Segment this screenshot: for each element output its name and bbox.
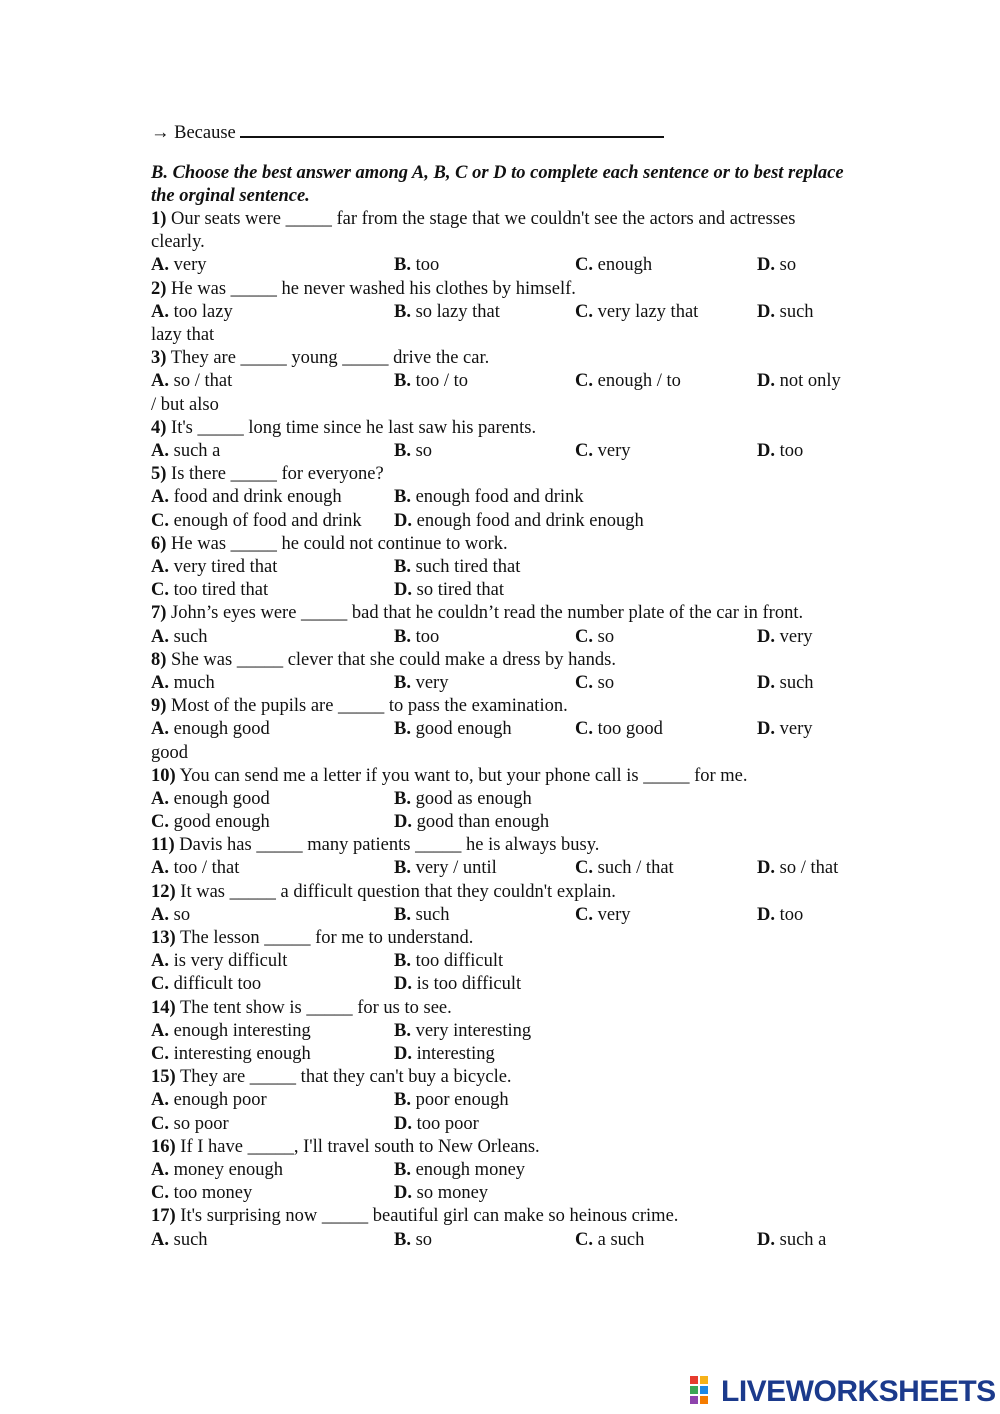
question-stem (151, 417, 851, 440)
option-letter: D. (394, 1183, 412, 1204)
option-text: such a (775, 1229, 827, 1250)
question-stem (151, 881, 851, 904)
option-text: too / to (410, 371, 469, 392)
option-text: very (593, 440, 631, 461)
answer-option[interactable] (757, 672, 814, 695)
because-line (151, 118, 851, 148)
answer-option[interactable] (394, 1089, 509, 1112)
option-text: good as enough (410, 788, 532, 809)
question-text: She was _____ clever that she could make a dress by hands. (166, 649, 616, 670)
option-letter: B. (394, 719, 411, 740)
question-number: 16) (151, 1136, 176, 1157)
option-letter: D. (394, 812, 412, 833)
question-stem (151, 602, 851, 625)
option-letter: D. (757, 440, 775, 461)
answer-option[interactable] (757, 301, 814, 324)
worksheet-page (151, 118, 851, 1252)
question-number: 12) (151, 881, 176, 902)
answer-option[interactable] (575, 254, 652, 277)
option-text: enough (593, 255, 653, 276)
option-letter: A. (151, 1229, 169, 1250)
answer-option[interactable] (575, 904, 631, 927)
option-text: enough good (169, 719, 270, 740)
option-letter: B. (394, 371, 411, 392)
option-letter: C. (575, 440, 593, 461)
question-text: It was _____ a difficult question that they couldn't explain. (175, 881, 616, 902)
answer-option[interactable] (394, 1229, 432, 1252)
option-text: too (410, 626, 440, 647)
answer-option[interactable] (151, 1182, 252, 1205)
option-text: good enough (169, 812, 270, 833)
option-letter: B. (394, 556, 411, 577)
answer-option[interactable] (394, 556, 520, 579)
liveworksheets-logo (690, 1372, 996, 1412)
question-stem (151, 997, 851, 1020)
answer-option[interactable] (151, 1159, 283, 1182)
question-number: 14) (151, 997, 176, 1018)
option-text: enough good (169, 788, 270, 809)
option-letter: D. (757, 1229, 775, 1250)
option-text: such / that (593, 858, 674, 879)
option-letter: D. (757, 858, 775, 879)
question-text: Most of the pupils are _____ to pass the examination. (166, 696, 568, 717)
question-stem (151, 347, 851, 370)
question-number: 8) (151, 649, 167, 670)
question-text: Our seats were _____ far from the stage that we couldn't see the actors and actresses clearly. (151, 209, 796, 253)
option-text: so lazy that (410, 301, 500, 322)
option-letter: C. (575, 255, 593, 276)
option-letter: B. (394, 904, 411, 925)
answer-option[interactable] (757, 440, 803, 463)
answer-option[interactable] (151, 950, 287, 973)
option-text: too tired that (169, 580, 269, 601)
option-letter: B. (394, 1160, 411, 1180)
options-row (151, 811, 851, 834)
option-letter: D. (757, 672, 775, 693)
options-row (151, 718, 851, 741)
options-row (151, 1229, 851, 1252)
option-text: very interesting (410, 1020, 532, 1041)
option-text: enough money (410, 1160, 526, 1180)
question-stem (151, 765, 851, 788)
option-letter: B. (394, 1020, 411, 1041)
question-text: Davis has _____ many patients _____ he is always busy. (174, 835, 600, 856)
option-letter: D. (394, 510, 412, 531)
answer-option[interactable] (394, 1113, 479, 1136)
option-text: not only (775, 371, 841, 392)
option-letter: C. (151, 580, 169, 601)
option-letter: A. (151, 556, 169, 577)
option-continuation: good (151, 742, 188, 763)
answer-option[interactable] (151, 1043, 311, 1066)
option-letter: C. (575, 301, 593, 322)
option-letter: D. (394, 580, 412, 601)
answer-option[interactable] (151, 510, 362, 533)
answer-option[interactable] (151, 556, 277, 579)
options-row (151, 1043, 851, 1066)
option-text: such (410, 904, 450, 925)
option-text: very (410, 672, 449, 693)
option-text: such (775, 301, 814, 322)
options-row (151, 440, 851, 463)
answer-option[interactable] (394, 370, 468, 393)
answer-option[interactable] (394, 950, 503, 973)
option-text: very (775, 626, 813, 647)
options-row (151, 1159, 851, 1182)
option-text: very (169, 255, 207, 276)
options-row (151, 1089, 851, 1112)
option-letter: A. (151, 255, 169, 276)
options-row (151, 254, 851, 277)
option-text: interesting (412, 1044, 495, 1065)
option-letter: D. (757, 626, 775, 647)
option-letter: D. (394, 974, 412, 995)
option-letter: A. (151, 951, 169, 972)
question-stem (151, 1066, 851, 1089)
option-letter: B. (394, 301, 411, 322)
question-stem (151, 208, 851, 254)
question-number: 7) (151, 603, 167, 624)
question-number: 4) (151, 417, 167, 438)
option-text: very lazy that (593, 301, 699, 322)
option-text: very / until (410, 858, 497, 879)
option-letter: C. (151, 812, 169, 833)
option-letter: B. (394, 788, 411, 809)
option-letter: A. (151, 904, 169, 925)
option-text: so (169, 904, 191, 925)
question-text: They are _____ young _____ drive the car. (166, 348, 490, 369)
option-letter: C. (575, 719, 593, 740)
option-text: too (775, 440, 804, 461)
option-text: too difficult (410, 951, 504, 972)
answer-option[interactable] (394, 1043, 495, 1066)
answer-option[interactable] (394, 301, 500, 324)
option-text: so / that (775, 858, 839, 879)
option-text: is very difficult (169, 951, 288, 972)
option-letter: C. (575, 904, 593, 925)
answer-option[interactable] (575, 857, 674, 880)
option-text: enough food and drink (410, 487, 584, 508)
answer-option[interactable] (151, 370, 232, 393)
option-letter: D. (757, 301, 775, 322)
option-letter: D. (757, 904, 775, 925)
option-letter: A. (151, 487, 169, 508)
question-text: It's surprising now _____ beautiful girl can make so heinous crime. (175, 1206, 679, 1227)
answer-option[interactable] (151, 857, 239, 880)
question-number: 17) (151, 1206, 176, 1227)
options-row (151, 788, 851, 811)
option-text: difficult too (169, 974, 262, 995)
options-row (151, 626, 851, 649)
option-text: is too difficult (412, 974, 522, 995)
options-row (151, 370, 851, 393)
question-number: 10) (151, 765, 176, 786)
option-letter: D. (757, 371, 775, 392)
option-letter: B. (394, 487, 411, 508)
answer-option[interactable] (757, 1229, 826, 1252)
option-text: such (169, 626, 208, 647)
option-text: so tired that (412, 580, 504, 601)
option-text: very (593, 904, 631, 925)
option-text: good enough (410, 719, 512, 740)
option-letter: A. (151, 672, 169, 693)
option-letter: C. (151, 974, 169, 995)
option-text: enough of food and drink (169, 510, 362, 531)
answer-option[interactable] (151, 301, 233, 324)
option-letter: A. (151, 1160, 169, 1180)
option-text: much (169, 672, 215, 693)
answer-option[interactable] (394, 857, 497, 880)
option-text: enough poor (169, 1090, 267, 1111)
option-letter: C. (575, 672, 593, 693)
options-row (151, 1113, 851, 1136)
answer-option[interactable] (575, 1229, 644, 1252)
option-letter: B. (394, 255, 411, 276)
options-row (151, 579, 851, 602)
answer-option[interactable] (575, 440, 631, 463)
question-text: He was _____ he could not continue to work. (166, 533, 508, 554)
answer-option[interactable] (394, 973, 521, 996)
answer-option[interactable] (151, 440, 220, 463)
option-letter: B. (394, 1229, 411, 1250)
question-stem (151, 927, 851, 950)
answer-option[interactable] (151, 486, 342, 509)
question-number: 15) (151, 1067, 176, 1088)
answer-option[interactable] (151, 718, 270, 741)
answer-option[interactable] (151, 788, 270, 811)
option-text: enough / to (593, 371, 681, 392)
option-text: such (775, 672, 814, 693)
answer-option[interactable] (394, 788, 532, 811)
answer-option[interactable] (394, 811, 549, 834)
option-text: enough food and drink enough (412, 510, 644, 531)
option-text: food and drink enough (169, 487, 342, 508)
answer-option[interactable] (575, 672, 614, 695)
option-text: too / that (169, 858, 240, 879)
answer-option[interactable] (151, 811, 270, 834)
option-letter: B. (394, 858, 411, 879)
question-stem (151, 834, 851, 857)
question-stem (151, 695, 851, 718)
question-text: They are _____ that they can't buy a bicycle. (175, 1067, 512, 1088)
question-number: 3) (151, 348, 167, 369)
option-letter: A. (151, 371, 169, 392)
option-text: very (775, 719, 813, 740)
question-list (151, 208, 851, 1252)
question-stem (151, 278, 851, 301)
option-text: good than enough (412, 812, 550, 833)
question-text: The tent show is _____ for us to see. (175, 997, 452, 1018)
option-letter: C. (575, 371, 593, 392)
option-letter: A. (151, 301, 169, 322)
options-row (151, 1020, 851, 1043)
answer-option[interactable] (394, 510, 644, 533)
answer-option[interactable] (757, 370, 841, 393)
option-text: so (775, 255, 797, 276)
answer-option[interactable] (394, 1020, 531, 1043)
option-text: too money (169, 1183, 253, 1204)
option-text: very tired that (169, 556, 278, 577)
option-text: interesting enough (169, 1044, 311, 1065)
answer-option[interactable] (394, 486, 584, 509)
option-text: enough interesting (169, 1020, 311, 1041)
question-text: The lesson _____ for me to understand. (175, 928, 474, 949)
because-label: → Because (151, 123, 236, 143)
options-row (151, 510, 851, 533)
option-text: too (410, 255, 440, 276)
options-row (151, 672, 851, 695)
answer-option[interactable] (151, 626, 208, 649)
answer-option[interactable] (151, 254, 207, 277)
option-text: such a (169, 440, 221, 461)
question-text: He was _____ he never washed his clothes by himself. (166, 278, 576, 299)
answer-option[interactable] (757, 718, 813, 741)
option-text: too (775, 904, 804, 925)
option-letter: B. (394, 672, 411, 693)
option-text: so (593, 626, 615, 647)
answer-option[interactable] (151, 672, 215, 695)
options-row (151, 857, 851, 880)
question-text: Is there _____ for everyone? (166, 464, 384, 485)
answer-option[interactable] (394, 904, 450, 927)
section-b-instruction: B. Choose the best answer among A, B, C or D to complete each sentence or to best replace the orginal sentence. (151, 163, 844, 206)
option-letter: A. (151, 626, 169, 647)
option-text: such tired that (410, 556, 521, 577)
option-letter: A. (151, 1020, 169, 1041)
option-letter: A. (151, 1090, 169, 1111)
answer-option[interactable] (151, 904, 190, 927)
option-continuation: / but also (151, 394, 219, 415)
question-number: 13) (151, 928, 176, 949)
options-row (151, 904, 851, 927)
question-number: 9) (151, 696, 167, 717)
option-text: too lazy (169, 301, 233, 322)
option-letter: D. (394, 1044, 412, 1065)
option-letter: A. (151, 858, 169, 879)
question-text: It's _____ long time since he last saw his parents. (166, 417, 537, 438)
option-letter: B. (394, 626, 411, 647)
answer-option[interactable] (151, 579, 268, 602)
options-row (151, 301, 851, 324)
option-text: poor enough (410, 1090, 509, 1111)
option-text: so / that (169, 371, 233, 392)
option-letter: C. (151, 1183, 169, 1204)
option-letter: A. (151, 440, 169, 461)
option-text: so (410, 1229, 433, 1250)
option-text: too poor (412, 1113, 479, 1134)
question-stem (151, 1136, 851, 1159)
option-letter: B. (394, 1090, 411, 1111)
option-letter: C. (575, 626, 593, 647)
answer-option[interactable] (394, 718, 512, 741)
question-stem (151, 533, 851, 556)
answer-option[interactable] (757, 857, 838, 880)
answer-option[interactable] (151, 1113, 229, 1136)
option-text: too good (593, 719, 663, 740)
answer-option[interactable] (151, 1089, 267, 1112)
answer-option[interactable] (757, 904, 803, 927)
option-letter: B. (394, 440, 411, 461)
question-number: 2) (151, 278, 167, 299)
options-row (151, 1182, 851, 1205)
question-text: You can send me a letter if you want to, but your phone call is _____ for me. (175, 765, 748, 786)
answer-option[interactable] (394, 1159, 525, 1182)
answer-option[interactable] (394, 254, 439, 277)
options-row (151, 950, 851, 973)
option-text: so money (412, 1183, 489, 1204)
option-letter: C. (151, 1044, 169, 1065)
because-answer-blank[interactable] (240, 118, 664, 138)
answer-option[interactable] (394, 1182, 488, 1205)
option-letter: D. (757, 255, 775, 276)
question-number: 5) (151, 464, 167, 485)
option-text: so poor (169, 1113, 229, 1134)
answer-option[interactable] (151, 1229, 208, 1252)
answer-option[interactable] (575, 626, 614, 649)
option-text: such (169, 1229, 208, 1250)
option-letter: D. (757, 719, 775, 740)
question-number: 1) (151, 209, 167, 229)
answer-option[interactable] (151, 1020, 311, 1043)
question-stem (151, 1205, 851, 1228)
option-text: so (593, 672, 615, 693)
answer-option[interactable] (394, 440, 432, 463)
answer-option[interactable] (757, 626, 813, 649)
question-number: 6) (151, 533, 167, 554)
options-row (151, 556, 851, 579)
answer-option[interactable] (575, 370, 681, 393)
option-letter: A. (151, 719, 169, 740)
answer-option[interactable] (575, 718, 663, 741)
option-text: so (410, 440, 433, 461)
option-letter: C. (575, 1229, 593, 1250)
question-stem (151, 649, 851, 672)
option-letter: C. (151, 510, 169, 531)
question-text: If I have _____, I'll travel south to New Orleans. (175, 1136, 540, 1157)
answer-option[interactable] (151, 973, 261, 996)
answer-option[interactable] (394, 626, 439, 649)
answer-option[interactable] (757, 254, 796, 277)
option-letter: A. (151, 788, 169, 809)
option-letter: B. (394, 951, 411, 972)
answer-option[interactable] (394, 579, 504, 602)
options-row (151, 973, 851, 996)
answer-option[interactable] (575, 301, 698, 324)
question-text: John’s eyes were _____ bad that he couldn’t read the number plate of the car in front. (166, 603, 804, 624)
liveworksheets-logo-text: LIVEWORKSHEETS (721, 1375, 996, 1408)
option-letter: C. (151, 1113, 169, 1134)
option-text: a such (593, 1229, 645, 1250)
option-text: money enough (169, 1160, 284, 1180)
question-number: 11) (151, 835, 175, 856)
question-stem (151, 463, 851, 486)
option-letter: D. (394, 1113, 412, 1134)
option-continuation: lazy that (151, 324, 215, 345)
option-letter: C. (575, 858, 593, 879)
options-row (151, 486, 851, 509)
answer-option[interactable] (394, 672, 448, 695)
liveworksheets-logo-mark-icon (690, 1376, 718, 1408)
